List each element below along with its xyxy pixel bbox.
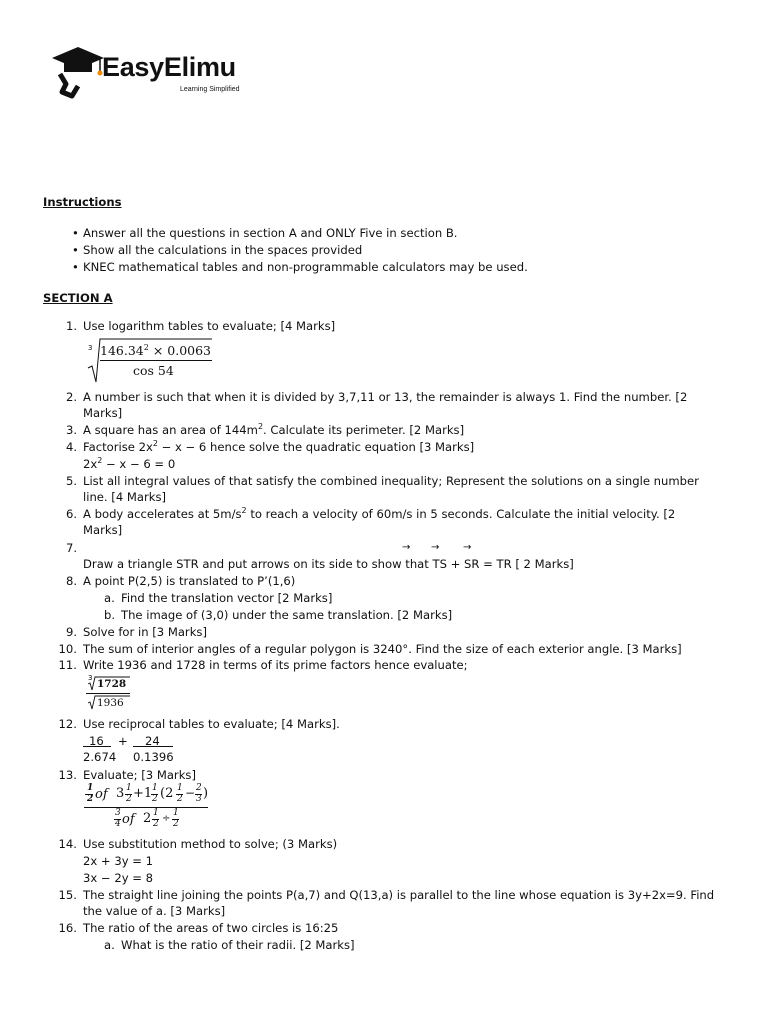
question-number: 12. <box>58 717 77 731</box>
numerator: 24 <box>145 734 160 748</box>
subquestion-text: What is the ratio of their radii. [2 Marks] <box>121 938 355 952</box>
question-text: Factorise $2x^2 - x - 6$ hence solve the quadratic equation [3 Marks] <box>83 439 475 454</box>
log-expression: 3 $146.34^2 \times 0.0063$ cos 54 <box>86 336 216 384</box>
question-number: 7. <box>65 541 77 555</box>
question-text: Evaluate; [3 Marks] <box>83 768 196 782</box>
subquestion-label: a. <box>104 591 115 605</box>
instruction-item: KNEC mathematical tables and non-programmable calculators may be used. <box>83 260 528 274</box>
question-number: 2. <box>65 390 77 404</box>
question-text: A body accelerates at $5m/s^2$ to reach a velocity of 60m/s in 5 seconds. Calculate the initial velocity. [2 <box>83 506 676 521</box>
compound-fraction: 1 2 of 3 1 2 +1 1 2 (2 1 2 − 2 3 ) 3 4 of 2 1 2 ÷ 1 2 <box>84 783 214 837</box>
question-number: 4. <box>65 440 77 454</box>
question-text: Use logarithm tables to evaluate; [4 Marks] <box>83 319 336 333</box>
bullet-icon: • <box>72 260 79 274</box>
bullet-icon: • <box>72 226 79 240</box>
subquestion-text: The image of (3,0) under the same translation. [2 Marks] <box>121 608 453 622</box>
subquestion-text: Find the translation vector [2 Marks] <box>121 591 333 605</box>
brand-name: EasyElimu <box>102 52 236 82</box>
vector-arrow-icon: → <box>431 542 440 553</box>
subquestion-label: a. <box>104 938 115 952</box>
question-number: 5. <box>65 474 77 488</box>
question-text: Draw a triangle STR and put arrows on its side to show that TS + SR = TR [ 2 Marks] <box>83 557 574 571</box>
root-fraction: 3 1728 1936 <box>86 674 136 712</box>
question-text: Marks] <box>83 523 123 537</box>
question-text: Use reciprocal tables to evaluate; [4 Marks]. <box>83 717 340 731</box>
denominator: 2.674 <box>83 750 117 764</box>
easyelimu-logo <box>50 44 250 100</box>
denominator: 0.1396 <box>133 750 174 764</box>
question-number: 11. <box>58 658 77 672</box>
question-text: The sum of interior angles of a regular polygon is 3240°. Find the size of each exterior angle. [3 Marks] <box>83 642 682 656</box>
question-number: 3. <box>65 423 77 437</box>
vector-arrow-icon: → <box>402 542 411 553</box>
numerator: 16 <box>89 734 104 748</box>
question-number: 14. <box>58 837 77 851</box>
instruction-item: Answer all the questions in section A and ONLY Five in section B. <box>83 226 458 240</box>
question-number: 15. <box>58 888 77 902</box>
question-number: 1. <box>65 319 77 333</box>
question-text: The straight line joining the points P(a,7) and Q(13,a) is parallel to the line whose equation is 3y+2x=9. Find <box>83 888 715 902</box>
brand-tagline: Learning Simplified <box>180 86 240 93</box>
question-text: A square has an area of $144m^2$. Calculate its perimeter. [2 Marks] <box>83 422 465 437</box>
question-text: the value of a. [3 Marks] <box>83 904 226 918</box>
question-text: A point P(2,5) is translated to P’(1,6) <box>83 574 296 588</box>
question-text: Marks] <box>83 406 123 420</box>
question-text: Write 1936 and 1728 in terms of its prime factors hence evaluate; <box>83 658 468 672</box>
section-a-heading: SECTION A <box>43 291 113 305</box>
question-text: line. [4 Marks] <box>83 490 167 504</box>
question-number: 9. <box>65 625 77 639</box>
instructions-heading: Instructions <box>43 195 122 209</box>
instruction-item: Show all the calculations in the spaces provided <box>83 243 363 257</box>
question-number: 10. <box>58 642 77 656</box>
question-number: 13. <box>58 768 77 782</box>
equation: $2x^2 - x - 6 = 0$ <box>83 456 176 471</box>
graduation-cap-icon <box>50 44 106 100</box>
question-text: Use substitution method to solve; (3 Marks) <box>83 837 338 851</box>
question-number: 8. <box>65 574 77 588</box>
question-text: A number is such that when it is divided by 3,7,11 or 13, the remainder is always 1. Find the number. [2 <box>83 390 688 404</box>
question-number: 6. <box>65 507 77 521</box>
question-text: The ratio of the areas of two circles is 16:25 <box>83 921 339 935</box>
plus-sign: + <box>118 734 128 748</box>
equation: 2x + 3y = 1 <box>83 854 154 868</box>
bullet-icon: • <box>72 243 79 257</box>
vector-arrow-icon: → <box>463 542 472 553</box>
equation: 3x − 2y = 8 <box>83 871 154 885</box>
question-number: 16. <box>58 921 77 935</box>
subquestion-label: b. <box>104 608 116 622</box>
question-text: List all integral values of that satisfy the combined inequality; Represent the solutions on a single number <box>83 474 699 488</box>
question-text: Solve for in [3 Marks] <box>83 625 207 639</box>
